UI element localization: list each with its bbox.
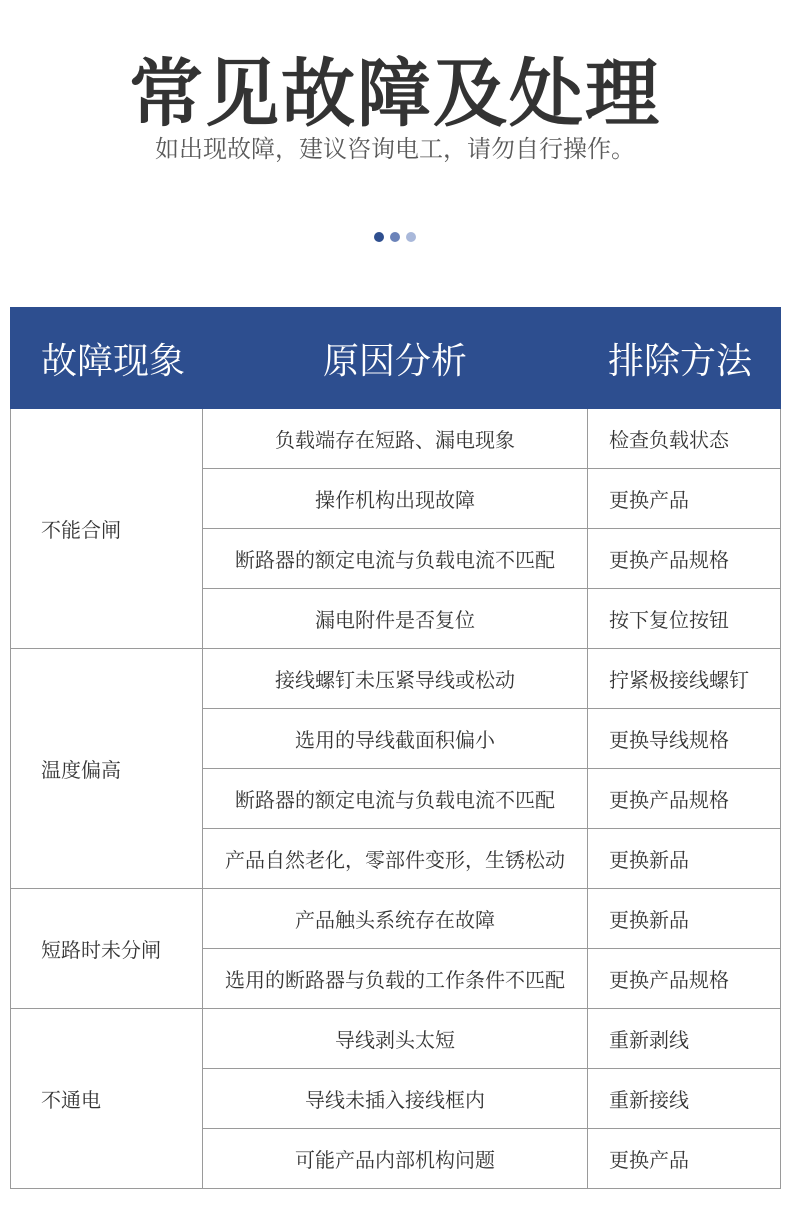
- dot-icon: [390, 232, 400, 242]
- page-subtitle: 如出现故障，建议咨询电工，请勿自行操作。: [155, 135, 635, 163]
- table-row: [11, 649, 781, 709]
- cause-cell: 断路器的额定电流与负载电流不匹配: [203, 769, 588, 829]
- symptom-cell: 温度偏高: [11, 649, 203, 889]
- symptom-cell: 短路时未分闸: [11, 889, 203, 1009]
- header-symptom: 故障现象: [11, 308, 203, 409]
- header-cause: 原因分析: [203, 308, 588, 409]
- cause-cell: 可能产品内部机构问题: [203, 1129, 588, 1189]
- cause-cell: 导线剥头太短: [203, 1009, 588, 1069]
- fix-cell: 更换产品规格: [588, 949, 781, 1009]
- cause-cell: 选用的断路器与负载的工作条件不匹配: [203, 949, 588, 1009]
- symptom-cell: 不能合闸: [11, 409, 203, 649]
- table-header-row: [11, 308, 781, 409]
- cause-cell: 漏电附件是否复位: [203, 589, 588, 649]
- table-row: [11, 889, 781, 949]
- fix-cell: 拧紧极接线螺钉: [588, 649, 781, 709]
- cause-cell: 产品触头系统存在故障: [203, 889, 588, 949]
- fix-cell: 检查负载状态: [588, 409, 781, 469]
- fix-cell: 按下复位按钮: [588, 589, 781, 649]
- header-fix: 排除方法: [588, 308, 781, 409]
- fix-cell: 更换产品: [588, 469, 781, 529]
- cause-cell: 选用的导线截面积偏小: [203, 709, 588, 769]
- table-row: [11, 1009, 781, 1069]
- cause-cell: 产品自然老化，零部件变形，生锈松动: [203, 829, 588, 889]
- fix-cell: 更换产品: [588, 1129, 781, 1189]
- fault-table: [10, 307, 781, 1189]
- fix-cell: 更换新品: [588, 829, 781, 889]
- fix-cell: 重新接线: [588, 1069, 781, 1129]
- page-title: 常见故障及处理: [129, 51, 661, 137]
- fix-cell: 重新剥线: [588, 1009, 781, 1069]
- symptom-cell: 不通电: [11, 1009, 203, 1189]
- cause-cell: 导线未插入接线框内: [203, 1069, 588, 1129]
- table-row: [11, 409, 781, 469]
- page-dots-indicator: [0, 232, 790, 242]
- fix-cell: 更换产品规格: [588, 769, 781, 829]
- cause-cell: 接线螺钉未压紧导线或松动: [203, 649, 588, 709]
- fix-cell: 更换导线规格: [588, 709, 781, 769]
- fix-cell: 更换产品规格: [588, 529, 781, 589]
- fix-cell: 更换新品: [588, 889, 781, 949]
- cause-cell: 操作机构出现故障: [203, 469, 588, 529]
- dot-icon: [374, 232, 384, 242]
- cause-cell: 负载端存在短路、漏电现象: [203, 409, 588, 469]
- cause-cell: 断路器的额定电流与负载电流不匹配: [203, 529, 588, 589]
- dot-icon: [406, 232, 416, 242]
